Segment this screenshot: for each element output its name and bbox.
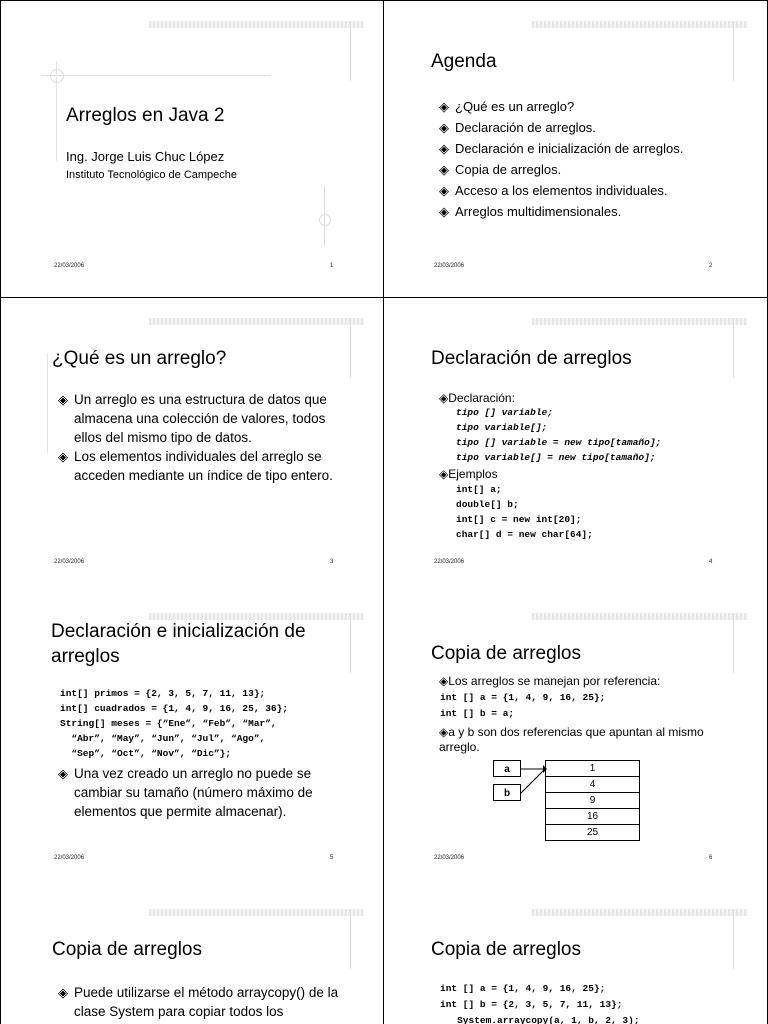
slide-number: 5 xyxy=(330,855,334,861)
slide-4 xyxy=(384,297,768,594)
slide-title: Copia de arreglos xyxy=(52,939,202,960)
slide-number: 1 xyxy=(330,263,334,269)
reference-a-box: a xyxy=(493,760,521,777)
code-block: int [] a = {1, 4, 9, 16, 25}; int [] b = a; xyxy=(440,692,606,719)
institute: Instituto Tecnológico de Campeche xyxy=(66,169,238,181)
decor-line xyxy=(47,353,48,453)
decor-bar xyxy=(532,318,747,325)
list-item: ◈ Los elementos individuales del arreglo se acceden mediante un índice de tipo entero. xyxy=(58,449,333,483)
decor-bar xyxy=(532,613,747,620)
diamond-bullet-icon: ◈ xyxy=(439,141,449,156)
bullet-ejemplos: ◈Ejemplos xyxy=(439,467,498,481)
list-item: ◈ Un arreglo es una estructura de datos que almacena una colección de valores, todos ellos del mismo tipo de datos. xyxy=(58,392,327,445)
diamond-bullet-icon: ◈ xyxy=(58,449,68,464)
bullet-list xyxy=(58,983,348,1021)
bullet-list xyxy=(58,390,348,485)
slide-title: Agenda xyxy=(431,51,497,72)
decor-bar xyxy=(532,909,747,916)
bullet-referencia: ◈Los arreglos se manejan por referencia: xyxy=(439,674,661,688)
array-cell: 4 xyxy=(546,777,639,793)
decor-circle xyxy=(50,69,64,83)
list-item: ◈ Puede utilizarse el método arraycopy() de la clase System para copiar todos los xyxy=(58,985,339,1019)
slide-7 xyxy=(0,889,384,1024)
code-block: int [] a = {1, 4, 9, 16, 25}; int [] b = {2, 3, 5, 7, 11, 13}; System.arraycopy(a, 1, b, 2, 3); xyxy=(440,983,640,1024)
slide-number: 4 xyxy=(709,559,713,565)
diamond-bullet-icon: ◈ xyxy=(439,467,449,481)
decor-line xyxy=(733,909,734,969)
array-diagram xyxy=(545,760,640,841)
decor-line xyxy=(733,613,734,673)
decor-circle xyxy=(319,214,331,226)
footer-date: 22/03/2006 xyxy=(54,263,85,269)
decor-bar xyxy=(149,909,364,916)
slide-number: 6 xyxy=(709,855,713,861)
code-block: int[] primos = {2, 3, 5, 7, 11, 13}; int[] cuadrados = {1, 4, 9, 16, 25, 36}; String[] meses = {“Ene”, “Feb”, “Mar”, “Abr”, “May”, “Jun”, “Jul”, “Ago”, “Sep”, “Oct”, “Nov”, “Dic”}; xyxy=(60,688,289,759)
diamond-bullet-icon: ◈ xyxy=(58,766,68,781)
diamond-bullet-icon: ◈ xyxy=(439,204,449,219)
diamond-bullet-icon: ◈ xyxy=(439,99,449,114)
decor-line xyxy=(41,75,271,76)
list-item: ◈ Copia de arreglos. xyxy=(439,159,683,180)
decor-bar xyxy=(149,318,364,325)
diamond-bullet-icon: ◈ xyxy=(439,674,449,688)
array-cell: 25 xyxy=(586,827,599,838)
decor-bar xyxy=(532,21,747,28)
reference-b-box: b xyxy=(493,784,521,801)
bullet-declaracion: ◈Declaración: xyxy=(439,391,515,405)
slide-3 xyxy=(0,297,384,594)
slide-title: Declaración e inicialización de arreglos xyxy=(51,621,306,667)
array-cell: 1 xyxy=(546,761,639,777)
array-cell: 16 xyxy=(546,809,639,825)
array-cell: 9 xyxy=(546,793,639,809)
footer-date: 22/03/2006 xyxy=(434,559,465,565)
list-item: ◈ Declaración de arreglos. xyxy=(439,117,683,138)
footer-date: 22/03/2006 xyxy=(434,263,465,269)
slide-title: Arreglos en Java 2 xyxy=(66,105,225,126)
footer-date: 22/03/2006 xyxy=(434,855,465,861)
code-declaration: tipo [] variable; tipo variable[]; tipo [] variable = new tipo[tamaño]; tipo variable[] = new tipo[tamaño]; xyxy=(456,407,662,463)
slide-8 xyxy=(384,889,768,1024)
slide-1 xyxy=(0,0,384,297)
slide-6 xyxy=(384,593,768,890)
decor-line xyxy=(350,21,351,81)
decor-line xyxy=(350,318,351,378)
slide-number: 3 xyxy=(330,559,334,565)
decor-line xyxy=(350,909,351,969)
list-item: ◈ Acceso a los elementos individuales. xyxy=(439,180,683,201)
decor-bar xyxy=(149,21,364,28)
slide-2 xyxy=(384,0,768,297)
slide-5 xyxy=(0,593,384,890)
agenda-list xyxy=(439,96,683,222)
reference-arrows xyxy=(521,761,547,795)
footer-date: 22/03/2006 xyxy=(54,855,85,861)
author: Ing. Jorge Luis Chuc López xyxy=(66,149,225,164)
slide-title: Copia de arreglos xyxy=(431,643,581,664)
diamond-bullet-icon: ◈ xyxy=(58,392,68,407)
slide-title: Copia de arreglos xyxy=(431,939,581,960)
slide-number: 2 xyxy=(709,263,713,269)
bullet-referencias: ◈a y b son dos referencias que apuntan al mismo arreglo. xyxy=(439,725,704,754)
diamond-bullet-icon: ◈ xyxy=(439,725,449,739)
bullet-list xyxy=(58,764,348,821)
list-item: ◈ Una vez creado un arreglo no puede se cambiar su tamaño (número máximo de elementos que permite almacenar). xyxy=(58,766,313,819)
diamond-bullet-icon: ◈ xyxy=(58,985,68,1000)
list-item: ◈ Declaración e inicialización de arreglos. xyxy=(439,138,683,159)
footer-date: 22/03/2006 xyxy=(54,559,85,565)
slide-title: ¿Qué es un arreglo? xyxy=(52,348,227,369)
diamond-bullet-icon: ◈ xyxy=(439,183,449,198)
code-examples: int[] a; double[] b; int[] c = new int[20]; char[] d = new char[64]; xyxy=(456,484,593,540)
diamond-bullet-icon: ◈ xyxy=(439,120,449,135)
slide-title: Declaración de arreglos xyxy=(431,348,632,369)
decor-line xyxy=(733,21,734,81)
diamond-bullet-icon: ◈ xyxy=(439,162,449,177)
list-item: ◈ ¿Qué es un arreglo? xyxy=(439,96,683,117)
diamond-bullet-icon: ◈ xyxy=(439,391,449,405)
list-item: ◈ Arreglos multidimensionales. xyxy=(439,201,683,222)
decor-line xyxy=(733,318,734,378)
